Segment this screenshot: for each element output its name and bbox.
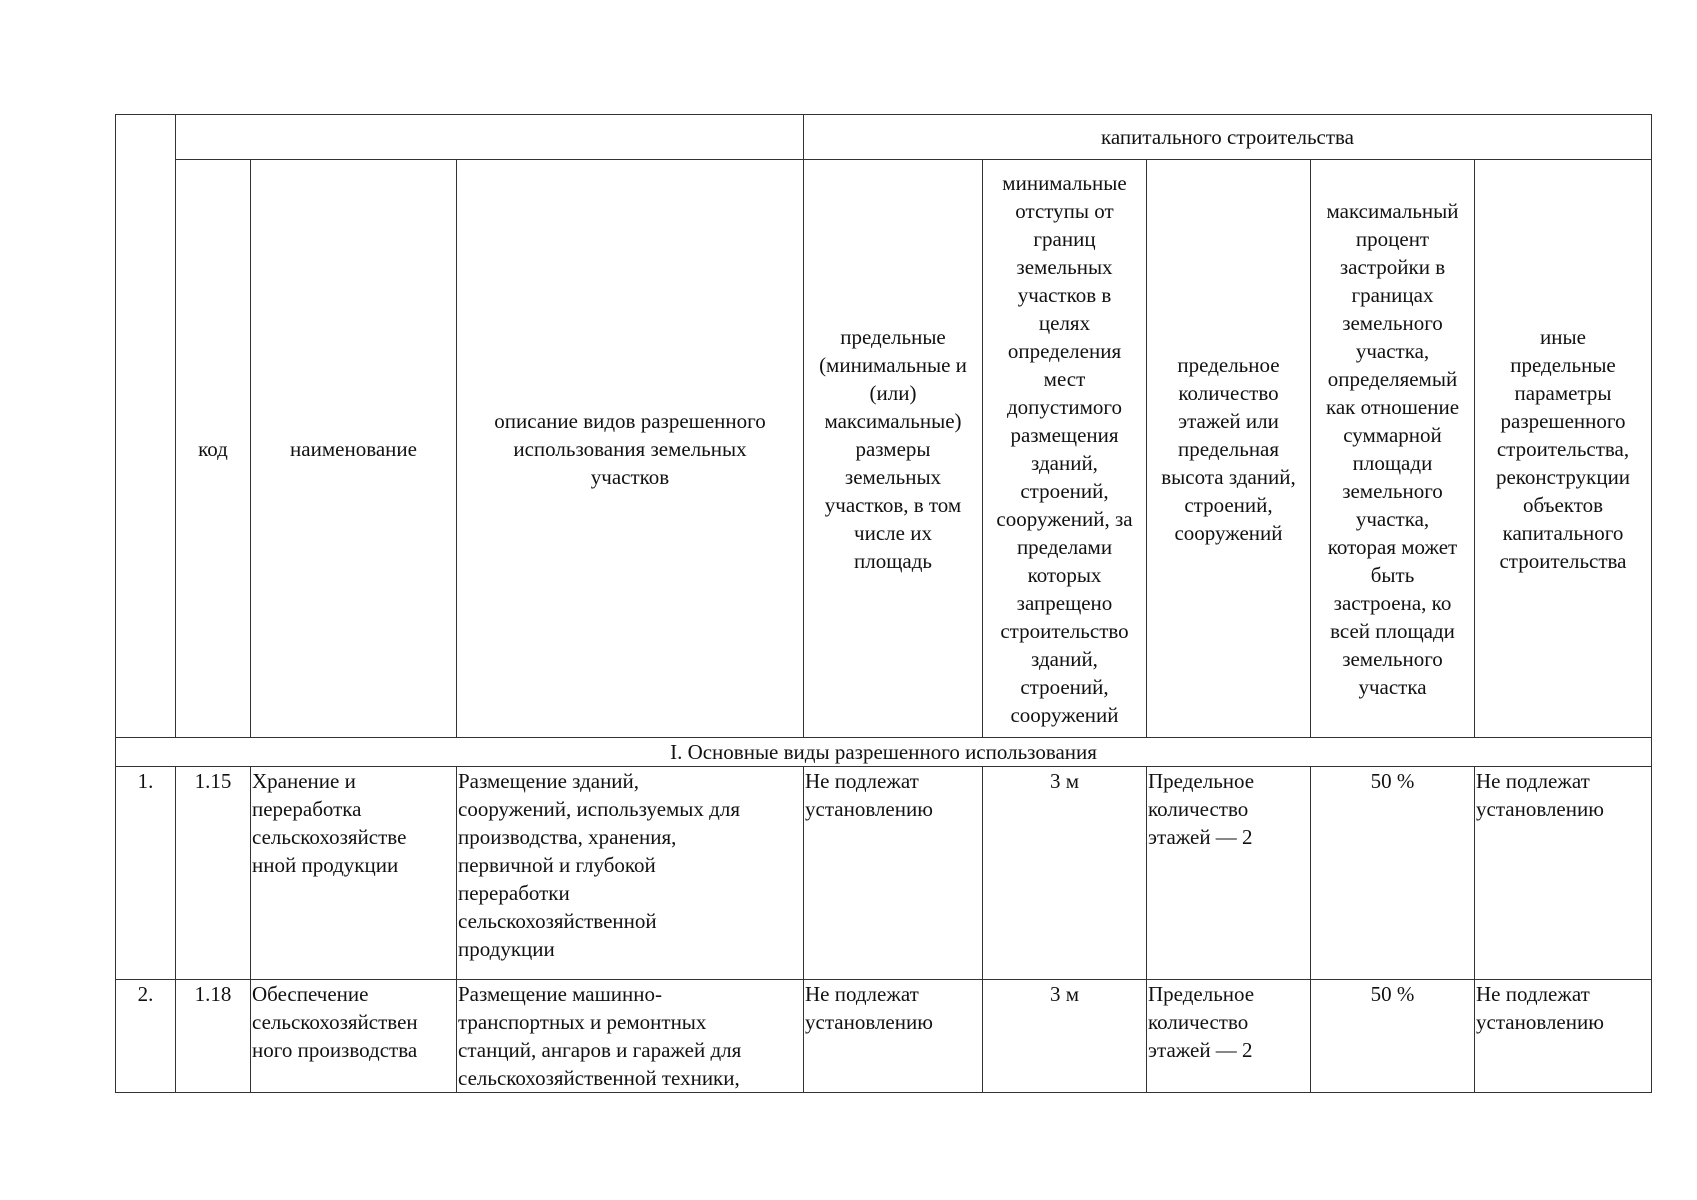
top-header-row <box>116 115 1652 160</box>
section-title: I. Основные виды разрешенного использования <box>116 738 1652 767</box>
row-name: Хранение и переработка сельскохозяйстве нной продукции <box>251 767 457 980</box>
empty-header-cell <box>176 115 804 160</box>
header-plot-size: предельные (минимальные и (или) максимальные) размеры земельных участков, в том числе их площадь <box>804 160 983 738</box>
row-other: Не подлежат установлению <box>1475 980 1652 1093</box>
table-row <box>116 980 1652 1093</box>
row-other: Не подлежат установлению <box>1475 767 1652 980</box>
row-code: 1.18 <box>176 980 251 1093</box>
header-name: наименование <box>251 160 457 738</box>
row-setbacks: 3 м <box>983 980 1147 1093</box>
row-coverage: 50 % <box>1311 767 1475 980</box>
number-header-cell <box>116 115 176 738</box>
row-floors: Предельное количество этажей — 2 <box>1147 980 1311 1093</box>
row-setbacks: 3 м <box>983 767 1147 980</box>
header-other: иные предельные параметры разрешенного строительства, реконструкции объектов капитального строительства <box>1475 160 1652 738</box>
header-setbacks: минимальные отступы от границ земельных участков в целях определения мест допустимого размещения зданий, строений, сооружений, за пределами которых запрещено строительство зданий, строений, сооружений <box>983 160 1147 738</box>
header-description: описание видов разрешенного использования земельных участков <box>457 160 804 738</box>
row-floors: Предельное количество этажей — 2 <box>1147 767 1311 980</box>
row-number: 1. <box>116 767 176 980</box>
capital-construction-header: капитального строительства <box>804 115 1652 160</box>
header-floors: предельное количество этажей или предельная высота зданий, строений, сооружений <box>1147 160 1311 738</box>
section-row <box>116 738 1652 767</box>
row-plot-size: Не подлежат установлению <box>804 767 983 980</box>
row-plot-size: Не подлежат установлению <box>804 980 983 1093</box>
header-code: код <box>176 160 251 738</box>
row-name: Обеспечение сельскохозяйствен ного производства <box>251 980 457 1093</box>
row-description: Размещение зданий, сооружений, используемых для производства, хранения, первичной и глубокой переработки сельскохозяйственной продукции <box>457 767 804 980</box>
column-header-row <box>116 160 1652 738</box>
row-code: 1.15 <box>176 767 251 980</box>
header-coverage: максимальный процент застройки в границах земельного участка, определяемый как отношение суммарной площади земельного участка, которая может быть застроена, ко всей площади земельного участка <box>1311 160 1475 738</box>
land-use-table <box>115 114 1652 1093</box>
row-number: 2. <box>116 980 176 1093</box>
table-row <box>116 767 1652 980</box>
row-coverage: 50 % <box>1311 980 1475 1093</box>
row-description: Размещение машинно- транспортных и ремонтных станций, ангаров и гаражей для сельскохозяйственной техники, <box>457 980 804 1093</box>
document-page <box>115 114 1652 1093</box>
